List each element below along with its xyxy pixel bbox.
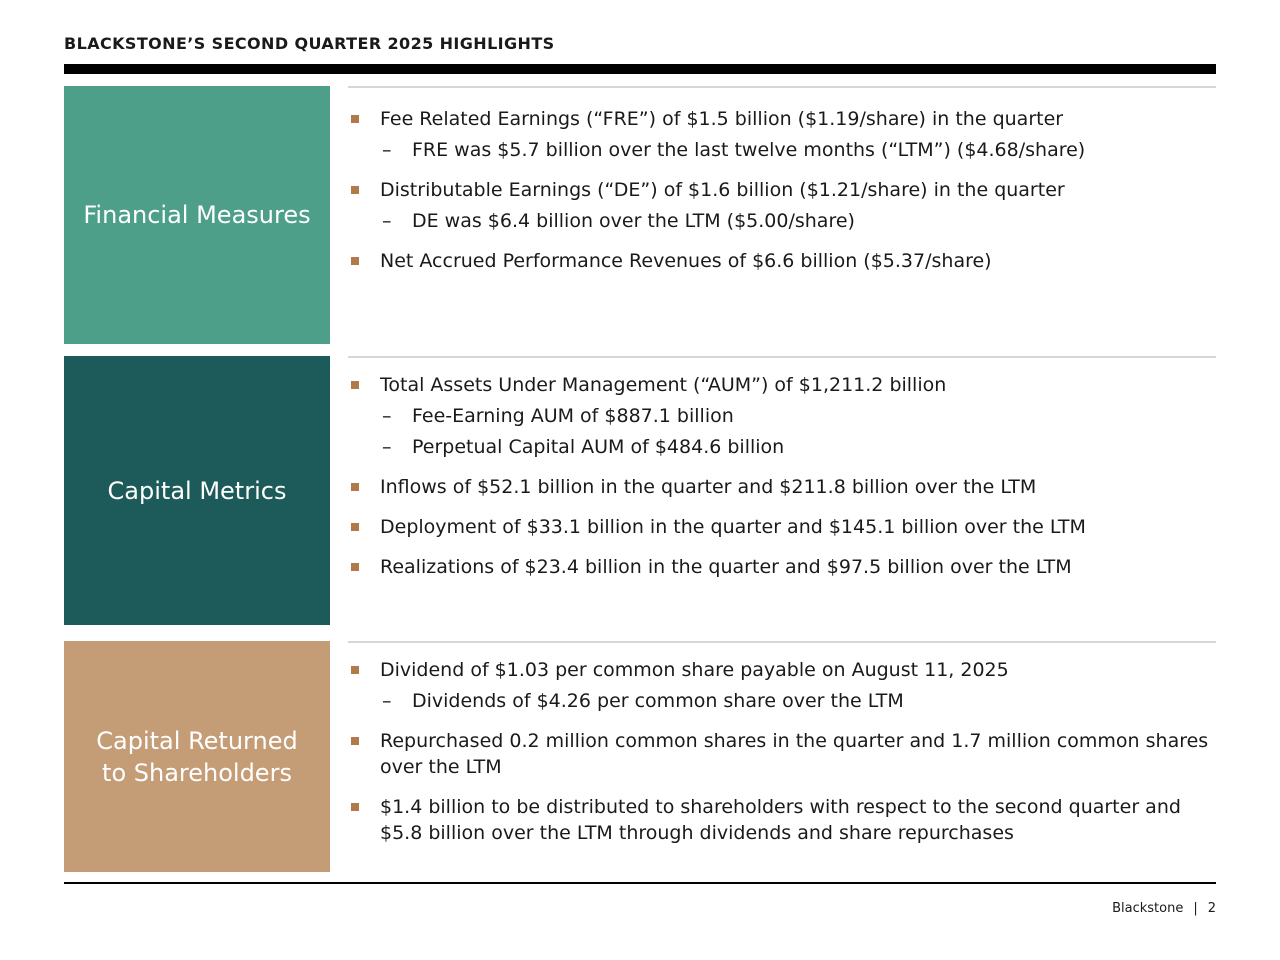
bullet-text: Distributable Earnings (“DE”) of $1.6 billion ($1.21/share) in the quarter (380, 179, 1065, 201)
dash-bullet-icon: – (382, 405, 392, 427)
bullet-item (348, 474, 1216, 500)
financial-measures-label-box (64, 86, 330, 344)
dash-bullet-icon: – (382, 690, 392, 712)
bullet-item (348, 728, 1216, 780)
title-rule (64, 64, 1216, 74)
sub-bullet-item (380, 688, 1216, 714)
sub-bullet-text: Perpetual Capital AUM of $484.6 billion (412, 436, 785, 458)
footer (1112, 901, 1216, 916)
capital-returned-section (64, 641, 1216, 872)
capital-returned-label-box (64, 641, 330, 872)
dash-bullet-icon: – (382, 139, 392, 161)
sub-bullet-text: Fee-Earning AUM of $887.1 billion (412, 405, 734, 427)
bullet-text: Fee Related Earnings (“FRE”) of $1.5 billion ($1.19/share) in the quarter (380, 108, 1064, 130)
bullet-text: Dividend of $1.03 per common share payable on August 11, 2025 (380, 659, 1009, 681)
capital-metrics-section (64, 356, 1216, 625)
bullet-item (348, 177, 1216, 234)
square-bullet-icon (351, 523, 359, 531)
sub-bullet-item (380, 208, 1216, 234)
section-label-line: Capital Returned (96, 726, 298, 755)
sub-bullet-item (380, 137, 1216, 163)
bullet-item (348, 372, 1216, 460)
square-bullet-icon (351, 257, 359, 265)
section-label: Financial Measures (83, 201, 311, 229)
section-label-line: to Shareholders (102, 758, 292, 787)
sub-bullet-text: Dividends of $4.26 per common share over the LTM (412, 690, 904, 712)
square-bullet-icon (351, 186, 359, 194)
capital-metrics-label-box (64, 356, 330, 625)
bullet-item (348, 514, 1216, 540)
bullet-item (348, 554, 1216, 580)
square-bullet-icon (351, 563, 359, 571)
bullet-text: Deployment of $33.1 billion in the quarter and $145.1 billion over the LTM (380, 516, 1086, 538)
square-bullet-icon (351, 803, 359, 811)
bullet-text: Realizations of $23.4 billion in the quarter and $97.5 billion over the LTM (380, 556, 1072, 578)
bullet-text: Repurchased 0.2 million common shares in the quarter and 1.7 million common shares over the LTM (380, 730, 1209, 778)
footer-brand: Blackstone (1112, 901, 1184, 916)
square-bullet-icon (351, 381, 359, 389)
page-title: BLACKSTONE’S SECOND QUARTER 2025 HIGHLIGHTS (64, 34, 555, 53)
sub-bullet-text: FRE was $5.7 billion over the last twelve months (“LTM”) ($4.68/share) (412, 139, 1086, 161)
square-bullet-icon (351, 483, 359, 491)
capital-metrics-content (348, 356, 1216, 594)
sub-bullet-text: DE was $6.4 billion over the LTM ($5.00/share) (412, 210, 855, 232)
section-label: Capital Metrics (107, 476, 287, 505)
square-bullet-icon (351, 737, 359, 745)
bullet-text: Inflows of $52.1 billion in the quarter and $211.8 billion over the LTM (380, 476, 1037, 498)
square-bullet-icon (351, 666, 359, 674)
sub-bullet-item (380, 434, 1216, 460)
page-number: 2 (1207, 901, 1216, 916)
bullet-item (348, 106, 1216, 163)
footer-separator: | (1193, 901, 1198, 916)
bullet-text: Net Accrued Performance Revenues of $6.6 billion ($5.37/share) (380, 250, 992, 272)
dash-bullet-icon: – (382, 436, 392, 458)
sub-bullet-item (380, 403, 1216, 429)
bullet-text: $1.4 billion to be distributed to shareholders with respect to the second quarter and $5.8 billion over the LTM through dividends and share repurchases (380, 796, 1181, 844)
footer-rule (64, 882, 1216, 884)
capital-returned-content (348, 641, 1216, 860)
bullet-text: Total Assets Under Management (“AUM”) of $1,211.2 billion (380, 374, 947, 396)
square-bullet-icon (351, 115, 359, 123)
bullet-item (348, 248, 1216, 274)
financial-measures-content (348, 86, 1216, 288)
dash-bullet-icon: – (382, 210, 392, 232)
bullet-item (348, 657, 1216, 714)
financial-measures-section (64, 86, 1216, 344)
bullet-item (348, 794, 1216, 846)
